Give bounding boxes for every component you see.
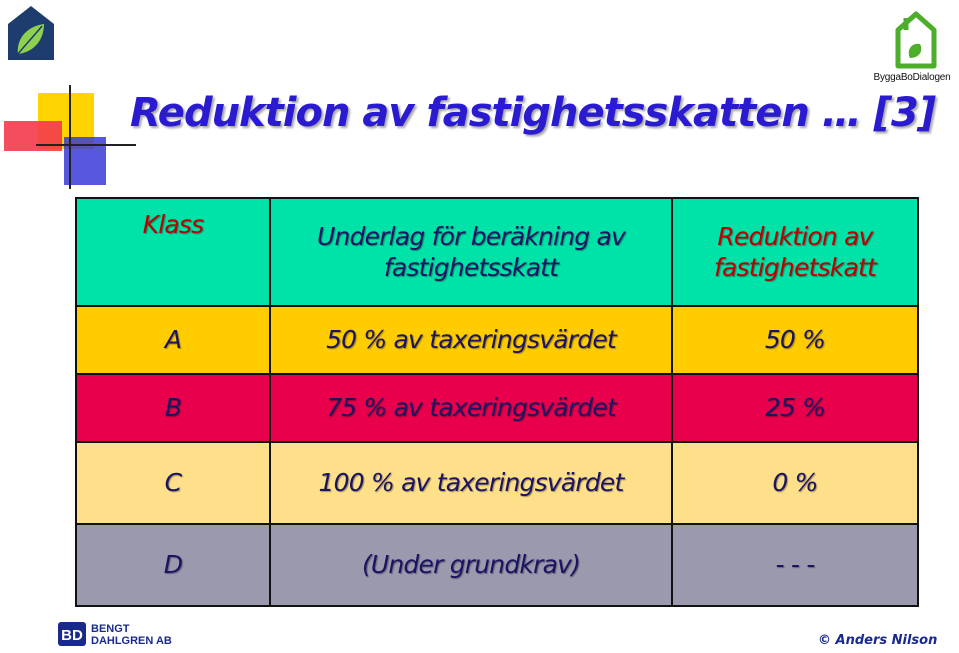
house-logo-icon [868,6,956,90]
right-logo-text: ByggaBoDialogen [873,72,951,83]
cell-underlag: 100 % av taxeringsvärdet [270,442,672,524]
bd-logo-icon [57,621,87,647]
company-name-line1: BENGT [91,623,130,635]
header-underlag: Underlag för beräkning av fastighetsskatt [270,198,672,306]
cell-underlag: 75 % av taxeringsvärdet [270,374,672,442]
table-header-row [76,198,918,306]
cell-reduktion: 50 % [672,306,918,374]
table-row [76,442,918,524]
cell-reduktion: 25 % [672,374,918,442]
table-row [76,306,918,374]
copyright-text: © Anders Nilson [818,633,938,648]
table-row [76,524,918,606]
reduction-table [75,197,919,607]
cell-reduktion: - - - [672,524,918,606]
table-row [76,374,918,442]
header-klass: Klass [76,198,270,306]
cell-klass: A [76,306,270,374]
cell-klass: B [76,374,270,442]
leaf-logo-icon [6,4,56,62]
cell-underlag: (Under grundkrav) [270,524,672,606]
cell-underlag: 50 % av taxeringsvärdet [270,306,672,374]
company-name-line2: DAHLGREN AB [91,635,172,647]
cell-reduktion: 0 % [672,442,918,524]
cell-klass: D [76,524,270,606]
page-title: Reduktion av fastighetsskatten … [3] [130,90,936,136]
company-logo [57,621,197,649]
cell-klass: C [76,442,270,524]
svg-text:BD: BD [61,627,83,644]
header-reduktion: Reduktion av fastighetskatt [672,198,918,306]
decorative-squares [0,85,140,195]
